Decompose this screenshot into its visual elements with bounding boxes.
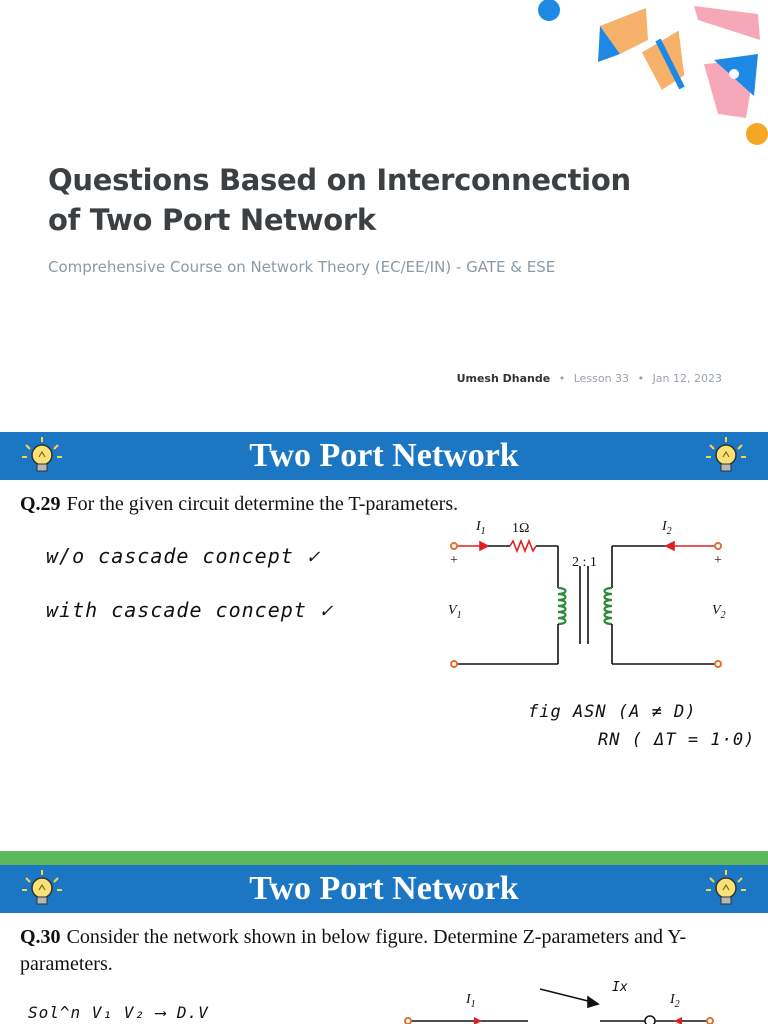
current-label-i1: $I_1$ <box>476 519 486 537</box>
course-subtitle[interactable]: Comprehensive Course on Network Theory (EC/EE/IN) - GATE & ESE <box>48 258 556 276</box>
current-label-i2: $I_2$ <box>670 992 680 1010</box>
slide-banner <box>0 865 768 913</box>
banner-title: Two Port Network <box>249 437 519 474</box>
current-label-i1: $I_1$ <box>466 992 476 1010</box>
circuit-diagram <box>400 977 730 1024</box>
bulb-icon <box>20 435 64 477</box>
resistor-label: 1Ω <box>512 521 530 536</box>
question-text <box>20 491 458 518</box>
slide-banner <box>0 432 768 480</box>
bulb-icon <box>20 868 64 910</box>
question-body: For the given circuit determine the T-parameters. <box>66 493 459 515</box>
question-number: Q.29 <box>20 493 61 515</box>
current-label-i2: $I_2$ <box>662 519 672 537</box>
separator: • <box>558 372 566 385</box>
author-name[interactable]: Umesh Dhande <box>456 372 551 385</box>
lesson-meta <box>457 372 722 385</box>
question-number: Q.30 <box>20 926 61 948</box>
handwritten-note: fig ASN (A ≠ D) <box>528 702 697 722</box>
slide-q29 <box>0 432 768 852</box>
voltage-label-v1: $V_1$ <box>448 603 462 621</box>
handwritten-note: RN ( ΔT = 1·0) <box>598 730 756 750</box>
lesson-number: Lesson 33 <box>573 372 630 385</box>
pencil-decoration <box>528 0 768 160</box>
bulb-icon <box>704 435 748 477</box>
plus-sign: + <box>450 553 458 568</box>
handwritten-note: Sol^n V₁ V₂ ⟶ D.V <box>28 1003 209 1022</box>
slide-q30 <box>0 865 768 1024</box>
lesson-date: Jan 12, 2023 <box>652 372 722 385</box>
question-text <box>20 924 750 978</box>
lesson-title: Questions Based on Interconnection of Two Port Network <box>48 163 631 237</box>
plus-sign: + <box>714 553 722 568</box>
lesson-cover <box>0 0 768 420</box>
separator: • <box>637 372 645 385</box>
circuit-diagram <box>440 516 740 686</box>
banner-title: Two Port Network <box>249 870 519 907</box>
bulb-icon <box>704 868 748 910</box>
turns-ratio: 2 : 1 <box>572 555 597 570</box>
handwritten-note: w/o cascade concept ✓ <box>46 544 320 568</box>
question-body: Consider the network shown in below figure. Determine Z-parameters and Y-parameters. <box>20 926 687 975</box>
slide-divider <box>0 851 768 865</box>
handwritten-note: with cascade concept ✓ <box>46 598 333 622</box>
current-label-ix: Ix <box>612 980 628 995</box>
voltage-label-v2: $V_2$ <box>712 603 726 621</box>
